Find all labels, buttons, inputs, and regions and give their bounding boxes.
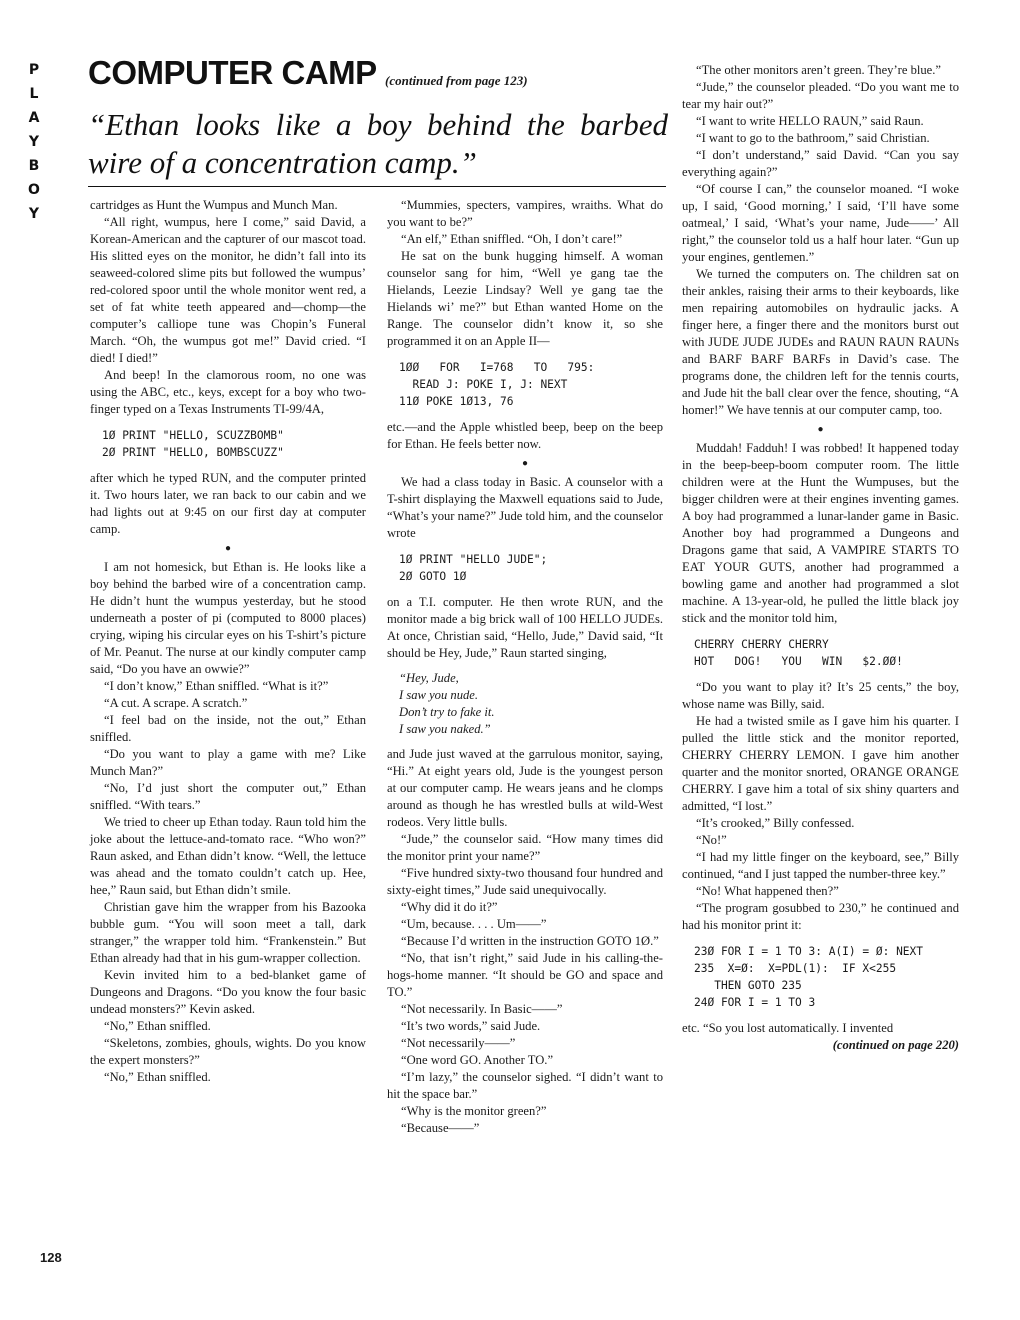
- paragraph: We had a class today in Basic. A counselor with a T-shirt displaying the Maxwell equations said to Jude, “What’s your name?” Jude told him, and the counselor wrote: [387, 475, 663, 540]
- paragraph: “Um, because. . . . Um——”: [401, 917, 547, 931]
- song-verse: [399, 670, 663, 738]
- paragraph: “Do you want to play it? It’s 25 cents,” the boy, whose name was Billy, said.: [682, 680, 959, 711]
- section-break-dot: ●: [521, 458, 529, 469]
- paragraph: “I don’t understand,” said David. “Can you say everything again?”: [682, 148, 959, 179]
- paragraph: “One word GO. Another TO.”: [401, 1053, 554, 1067]
- code-listing: CHERRY CHERRY CHERRY HOT DOG! YOU WIN $2.ØØ!: [694, 638, 903, 668]
- paragraph: “Jude,” the counselor pleaded. “Do you want me to tear my hair out?”: [682, 80, 959, 111]
- paragraph: Muddah! Fadduh! I was robbed! It happened today in the beep-beep-boom computer room. The little children were at the Hunt the Wumpuses, but the bigger children were at their engines inventing games. A boy had programmed a lunar-lander game in Basic. Another boy had programmed a Dungeons and Dragons game that said, A VAMPIRE STARTS TO EAT YOUR GUTS, another had programmed a bowling game and another had programmed a slot machine. A 13-year-old, he pulled the little black joy stick and the monitor told him,: [682, 441, 959, 625]
- magazine-letter: Y: [28, 134, 40, 150]
- page-number: 128: [40, 1250, 62, 1265]
- paragraph: “The program gosubbed to 230,” he continued and had his monitor print it:: [682, 901, 959, 932]
- verse-line: I saw you nude.: [399, 688, 479, 702]
- paragraph: “Because——”: [401, 1121, 480, 1135]
- magazine-letter: A: [28, 110, 40, 126]
- magazine-letter: Y: [28, 206, 40, 222]
- paragraph: and Jude just waved at the garrulous monitor, saying, “Hi.” At eight years old, Jude is the youngest person at our computer camp. He wears jeans and he clomps around as though he has wrestled bulls at wild-West rodeos. Very little bulls.: [387, 747, 663, 829]
- continued-on-note: (continued on page 220): [832, 1038, 959, 1052]
- paragraph: “I want to write HELLO RAUN,” said Raun.: [696, 114, 924, 128]
- paragraph: “I don’t know,” Ethan sniffled. “What is it?”: [104, 679, 329, 693]
- code-listing: 1Ø PRINT "HELLO JUDE"; 2Ø GOTO 1Ø: [399, 553, 548, 583]
- paragraph: Christian gave him the wrapper from his Bazooka bubble gum. “You will soon meet a tall, dark stranger,” the wrapper told him. “Frankenstein.” But Ethan already had that in his gum-wrapper collection.: [90, 900, 366, 965]
- paragraph: after which he typed RUN, and the computer printed it. Two hours later, we ran back to our cabin and we had lights out at 9:45 on our first day at computer camp.: [90, 471, 366, 536]
- paragraph: “Mummies, specters, vampires, wraiths. What do you want to be?”: [387, 198, 663, 229]
- paragraph: “Because I’d written in the instruction GOTO 1Ø.”: [401, 934, 659, 948]
- paragraph: “No! What happened then?”: [696, 884, 839, 898]
- paragraph: cartridges as Hunt the Wumpus and Munch Man.: [90, 198, 338, 212]
- article-header: [88, 54, 668, 98]
- paragraph: “I’m lazy,” the counselor sighed. “I didn’t want to hit the space bar.”: [387, 1070, 663, 1101]
- code-listing: 1ØØ FOR I=768 TO 795: READ J: POKE I, J: NEXT 11Ø POKE 1Ø13, 76: [399, 361, 595, 408]
- paragraph: “Of course I can,” the counselor moaned. “I woke up, I said, ‘Good morning,’ I said, ‘I’ll have some oatmeal,’ I said, ‘What’s your name, Jude——’ All right,” the counselor told us a half hour later. “Gun up your engines, gentlemen.”: [682, 182, 959, 264]
- paragraph: “It’s two words,” said Jude.: [401, 1019, 541, 1033]
- section-break-dot: ●: [817, 424, 824, 435]
- paragraph: “Not necessarily——”: [401, 1036, 516, 1050]
- paragraph: “No, that isn’t right,” said Jude in his calling-the-hogs-home manner. “It should be GO and space and TO.”: [387, 951, 663, 999]
- paragraph: “Do you want to play a game with me? Like Munch Man?”: [90, 747, 366, 778]
- text-column-2: [387, 197, 663, 1137]
- article-title: COMPUTER CAMP: [88, 54, 377, 91]
- verse-line: “Hey, Jude,: [399, 671, 459, 685]
- paragraph: “No!”: [696, 833, 727, 847]
- continued-from-note: (continued from page 123): [385, 73, 528, 88]
- paragraph: “No,” Ethan sniffled.: [104, 1019, 211, 1033]
- paragraph: “All right, wumpus, here I come,” said David, a Korean-American and the capturer of our mascot toad. His slitted eyes on the monitor, he didn’t fall into its seaweed-colored slime pits but followed the wumpus’ red-colored spoor until the whole monitor went red, a set of fat white teeth appeared and—chomp—the computer’s calliope tune was Chopin’s Funeral March. “Oh, the wumpus got me!” David cried. “I died! I died!”: [90, 215, 366, 365]
- paragraph: etc.—and the Apple whistled beep, beep on the beep for Ethan. He feels better now.: [387, 420, 663, 451]
- header-rule: [88, 186, 666, 187]
- magazine-letter: B: [28, 158, 40, 174]
- verse-line: I saw you naked.”: [399, 722, 491, 736]
- paragraph: on a T.I. computer. He then wrote RUN, and the monitor made a big brick wall of 100 HELLO JUDEs. At once, Christian said, “Hello, Jude,” David said, “It should be Hey, Jude,” Raun started singing,: [387, 595, 663, 660]
- text-column-3: [682, 62, 959, 1054]
- magazine-letter: O: [28, 182, 40, 198]
- paragraph: And beep! In the clamorous room, no one was using the ABC, etc., keys, except for a boy who two-finger typed on a Texas Instruments TI-99/4A,: [90, 368, 366, 416]
- code-listing: 1Ø PRINT "HELLO, SCUZZBOMB" 2Ø PRINT "HELLO, BOMBSCUZZ": [102, 429, 284, 459]
- paragraph: “Why is the monitor green?”: [401, 1104, 547, 1118]
- paragraph: “No, I’d just short the computer out,” Ethan sniffled. “With tears.”: [90, 781, 366, 812]
- paragraph: “No,” Ethan sniffled.: [104, 1070, 211, 1084]
- paragraph: “Not necessarily. In Basic——”: [401, 1002, 563, 1016]
- paragraph: He had a twisted smile as I gave him his quarter. I pulled the little stick and the monitor reported, CHERRY CHERRY LEMON. I gave him another quarter and the monitor snorted, ORANGE ORANGE CHERRY. I gave him a total of six shiny quarters and admitted, “I lost.”: [682, 714, 959, 813]
- text-column-1: [90, 197, 366, 1086]
- paragraph: “Jude,” the counselor said. “How many times did the monitor print your name?”: [387, 832, 663, 863]
- pull-quote: “Ethan looks like a boy behind the barbed wire of a concentration camp.”: [88, 107, 668, 180]
- code-listing: 23Ø FOR I = 1 TO 3: A(I) = Ø: NEXT 235 X=Ø: X=PDL(1): IF X<255 THEN GOTO 235 24Ø FOR I = 1 TO 3: [694, 945, 924, 1009]
- paragraph: I am not homesick, but Ethan is. He looks like a boy behind the barbed wire of a concentration camp. He didn’t hunt the wumpus yesterday, but he stood underneath a poster of pi (computed to 8000 places) crying, wiping his circular eyes on his T-shirt’s picture of Mr. Peanut. The nurse at our kindly computer camp said, “Do you have an owwie?”: [90, 560, 366, 676]
- magazine-letter: P: [28, 62, 40, 78]
- paragraph: He sat on the bunk hugging himself. A woman counselor sang for him, “Well ye gang tae the Hielands, Leezie Lindsay? Well ye gang tae the Hielands wi’ me?” but Ethan wanted Home on the Range. The counselor didn’t know it, so she programmed it on an Apple II—: [387, 249, 663, 348]
- verse-line: Don’t try to fake it.: [399, 705, 495, 719]
- paragraph: We tried to cheer up Ethan today. Raun told him the joke about the lettuce-and-tomato race. “Who won?” Raun asked, and Ethan didn’t know. “Well, the lettuce was ahead and the tomato couldn’t catch up. Hee, hee,” Raun said, but Ethan didn’t smile.: [90, 815, 366, 897]
- paragraph: We turned the computers on. The children sat on their ankles, raising their arms to their keyboards, like men repairing automobiles on hydraulic jacks. A finger here, a finger there and the monitors burst out with JUDE JUDE JUDEs and RAUN RAUN RAUNs and BARF BARF BARFs in David’s case. The programs done, the children left for the tennis courts, and Jude hit the ball clear over the fence, shouting, “A homer!” We have tennis at our computer camp, too.: [682, 267, 959, 417]
- paragraph: “Why did it do it?”: [401, 900, 498, 914]
- paragraph: “I feel bad on the inside, not the out,” Ethan sniffled.: [90, 713, 366, 744]
- paragraph: “Five hundred sixty-two thousand four hundred and sixty-eight times,” Jude said unequivocally.: [387, 866, 663, 897]
- magazine-letter: L: [29, 86, 39, 102]
- paragraph: “The other monitors aren’t green. They’re blue.”: [696, 63, 942, 77]
- paragraph: “An elf,” Ethan sniffled. “Oh, I don’t care!”: [401, 232, 623, 246]
- paragraph: Kevin invited him to a bed-blanket game of Dungeons and Dragons. “Do you know the four basic undead monsters?” Kevin asked.: [90, 968, 366, 1016]
- section-break-dot: ●: [224, 543, 232, 554]
- paragraph: “I had my little finger on the keyboard, see,” Billy continued, “and I just tapped the number-three key.”: [682, 850, 959, 881]
- paragraph: etc. “So you lost automatically. I invented: [682, 1021, 894, 1035]
- paragraph: “I want to go to the bathroom,” said Christian.: [696, 131, 930, 145]
- magazine-name-vertical: [26, 58, 42, 226]
- paragraph: “It’s crooked,” Billy confessed.: [696, 816, 855, 830]
- paragraph: “Skeletons, zombies, ghouls, wights. Do you know the expert monsters?”: [90, 1036, 366, 1067]
- paragraph: “A cut. A scrape. A scratch.”: [104, 696, 248, 710]
